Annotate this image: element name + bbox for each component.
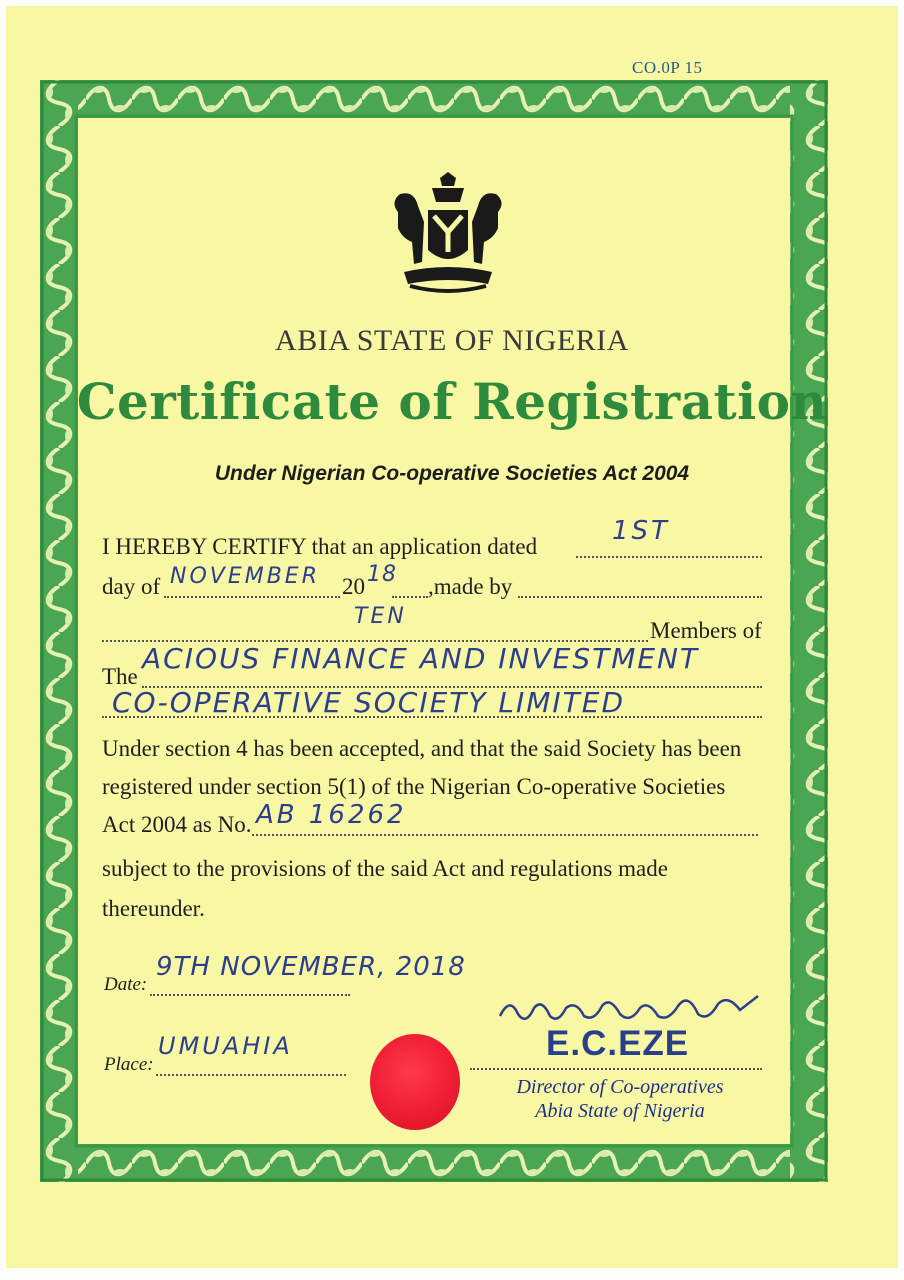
dotted-line [102, 716, 762, 718]
signatory-name: E.C.EZE [546, 1024, 690, 1063]
certificate-title: Certificate of Registration [76, 372, 828, 431]
dotted-line [164, 596, 340, 598]
dotted-line [252, 834, 758, 836]
society-name-line1: ACIOUS FINANCE AND INVESTMENT [142, 642, 700, 675]
paragraph-line: Under section 4 has been accepted, and that the said Society has been [102, 736, 742, 761]
dotted-line [470, 1068, 762, 1070]
nigeria-coat-of-arms-icon [384, 172, 512, 302]
dotted-line [392, 596, 428, 598]
application-day: 1ST [612, 516, 670, 546]
members-of-label: Members of [650, 618, 762, 643]
dotted-line [518, 596, 762, 598]
place-label: Place: [104, 1054, 154, 1075]
paragraph-line: thereunder. [102, 896, 205, 921]
issue-date: 9TH NOVEMBER, 2018 [156, 952, 466, 982]
society-name-line2: CO-OPERATIVE SOCIETY LIMITED [112, 686, 626, 719]
reg-no-label: Act 2004 as No. [102, 812, 252, 837]
members-count: TEN [354, 604, 407, 629]
the-label: The [102, 664, 138, 689]
form-code: CO.0P 15 [632, 58, 703, 77]
day-of-label: day of [102, 574, 161, 599]
date-label: Date: [104, 974, 148, 995]
paragraph-line: subject to the provisions of the said Act and regulations made [102, 856, 668, 881]
red-seal-icon [370, 1034, 460, 1130]
state-heading: ABIA STATE OF NIGERIA [275, 324, 629, 357]
registration-number: AB 16262 [256, 800, 407, 830]
signatory-title: Director of Co-operatives [516, 1076, 724, 1098]
dotted-line [156, 1074, 346, 1076]
paragraph-line: registered under section 5(1) of the Nigerian Co-operative Societies [102, 774, 726, 799]
application-year: 18 [367, 562, 397, 587]
dotted-line [576, 556, 762, 558]
signatory-state: Abia State of Nigeria [535, 1100, 705, 1122]
certify-text: I HEREBY CERTIFY that an application dated [102, 534, 538, 559]
year-prefix: 20 [342, 574, 365, 599]
dotted-line [150, 994, 350, 996]
made-by-label: ,made by [428, 574, 513, 599]
certificate-subtitle: Under Nigerian Co-operative Societies Act 2004 [214, 462, 690, 485]
issue-place: UMUAHIA [158, 1032, 293, 1060]
application-month: NOVEMBER [170, 564, 320, 589]
